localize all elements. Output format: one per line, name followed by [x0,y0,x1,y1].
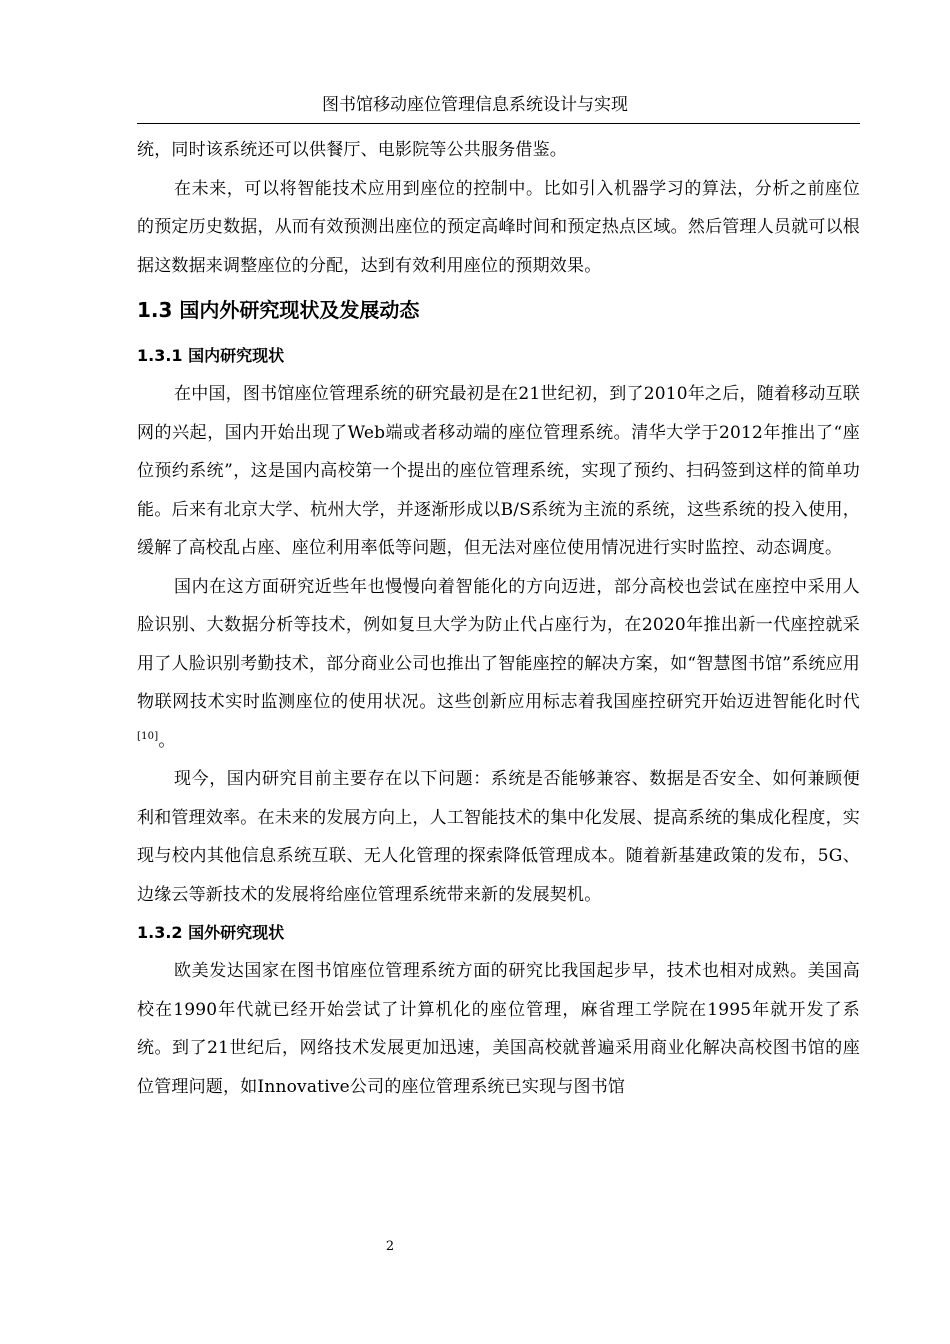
paragraph-foreign-research: 欧美发达国家在图书馆座位管理系统方面的研究比我国起步早，技术也相对成熟。美国高校在1990年代就已经开始尝试了计算机化的座位管理，麻省理工学院在1995年就开发了系统。到了21世纪后，网络技术发展更加迅速，美国高校就普遍采用商业化解决高校图书馆的座位管理问题，如Innovative公司的座位管理系统已实现与图书馆 [137,961,860,1097]
paragraph-domestic-intelligent [137,568,860,761]
page-number: 2 [385,1239,395,1254]
section-heading-1-3: 1.3 国内外研究现状及发展动态 [137,298,420,322]
paragraph-text: 国内在这方面研究近些年也慢慢向着智能化的方向迈进，部分高校也尝试在座控中采用人脸识别、大数据分析等技术，例如复旦大学为防止代占座行为，在2020年推出新一代座控就采用了人脸识别考勤技术，部分商业公司也推出了智能座控的解决方案，如“智慧图书馆”系统应用物联网技术实时监测座位的使用状况。这些创新应用标志着我国座控研究开始迈进智能化时代 [137,576,860,712]
subsection-heading-1-3-2: 1.3.2 国外研究现状 [137,923,285,942]
header-rule [137,123,860,124]
paragraph-domestic-history: 在中国，图书馆座位管理系统的研究最初是在21世纪初，到了2010年之后，随着移动互联网的兴起，国内开始出现了Web端或者移动端的座位管理系统。清华大学于2012年推出了“座位预约系统”，这是国内高校第一个提出的座位管理系统，实现了预约、扫码签到这样的简单功能。后来有北京大学、杭州大学，并逐渐形成以B/S系统为主流的系统，这些系统的投入使用，缓解了高校乱占座、座位利用率低等问题，但无法对座位使用情况进行实时监控、动态调度。 [137,384,860,558]
paragraph-domestic-problems: 现今，国内研究目前主要存在以下问题：系统是否能够兼容、数据是否安全、如何兼顾便利和管理效率。在未来的发展方向上，人工智能技术的集中化发展、提高系统的集成化程度，实现与校内其他信息系统互联、无人化管理的探索降低管理成本。随着新基建政策的发布，5G、边缘云等新技术的发展将给座位管理系统带来新的发展契机。 [137,769,860,905]
paragraph-future-work: 在未来，可以将智能技术应用到座位的控制中。比如引入机器学习的算法，分析之前座位的预定历史数据，从而有效预测出座位的预定高峰时间和预定热点区域。然后管理人员就可以根据这数据来调整座位的分配，达到有效利用座位的预期效果。 [137,178,860,276]
paragraph-end-punctuation: 。 [158,730,176,751]
document-body [137,131,860,1106]
subsection-heading-1-3-1: 1.3.1 国内研究现状 [137,346,285,365]
citation-reference: [10] [137,730,159,742]
running-header: 图书馆移动座位管理信息系统设计与实现 [322,95,628,115]
paragraph-continued: 统，同时该系统还可以供餐厅、电影院等公共服务借鉴。 [137,140,567,160]
